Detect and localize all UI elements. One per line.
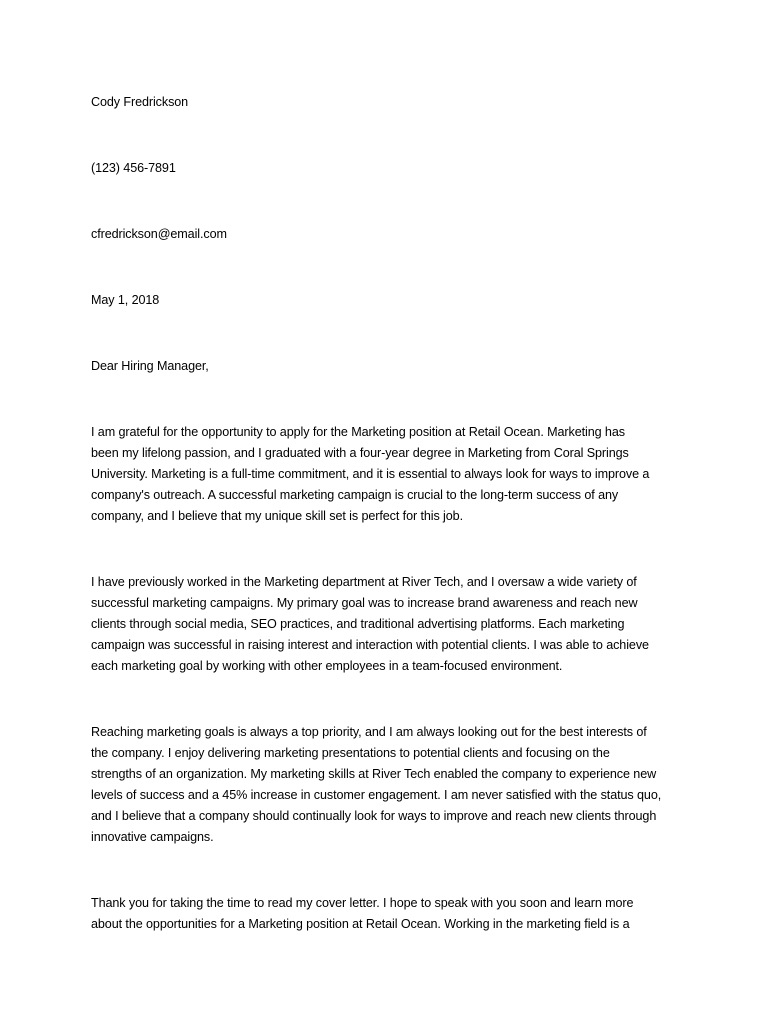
paragraph-2 — [91, 572, 691, 677]
paragraph-line: Reaching marketing goals is always a top priority, and I am always looking out for the best interests of — [91, 725, 647, 739]
sender-phone: (123) 456-7891 — [91, 161, 176, 175]
paragraph-line: company's outreach. A successful marketing campaign is crucial to the long-term success of any — [91, 488, 619, 502]
paragraph-line: been my lifelong passion, and I graduated with a four-year degree in Marketing from Coral Springs — [91, 446, 629, 460]
paragraph-line: campaign was successful in raising interest and interaction with potential clients. I was able to achieve — [91, 638, 649, 652]
paragraph-line: and I believe that a company should continually look for ways to improve and reach new clients through — [91, 809, 657, 823]
paragraph-1 — [91, 422, 691, 527]
paragraph-line: levels of success and a 45% increase in customer engagement. I am never satisfied with the status quo, — [91, 788, 662, 802]
paragraph-line: innovative campaigns. — [91, 830, 214, 844]
letter-date: May 1, 2018 — [91, 293, 160, 307]
paragraph-4 — [91, 893, 691, 935]
paragraph-line: each marketing goal by working with other employees in a team-focused environment. — [91, 659, 563, 673]
cover-letter — [91, 92, 691, 980]
paragraph-3 — [91, 722, 691, 848]
paragraph-line: company, and I believe that my unique skill set is perfect for this job. — [91, 509, 463, 523]
sender-name: Cody Fredrickson — [91, 95, 189, 109]
paragraph-line: the company. I enjoy delivering marketing presentations to potential clients and focusing on the — [91, 746, 610, 760]
sender-email: cfredrickson@email.com — [91, 227, 227, 241]
paragraph-line: Thank you for taking the time to read my cover letter. I hope to speak with you soon and learn more — [91, 896, 634, 910]
paragraph-line: clients through social media, SEO practices, and traditional advertising platforms. Each marketing — [91, 617, 625, 631]
paragraph-line: I am grateful for the opportunity to apply for the Marketing position at Retail Ocean. Marketing has — [91, 425, 625, 439]
paragraph-line: I have previously worked in the Marketing department at River Tech, and I oversaw a wide variety of — [91, 575, 637, 589]
paragraph-line: about the opportunities for a Marketing position at Retail Ocean. Working in the marketing field is a — [91, 917, 630, 931]
paragraph-line: University. Marketing is a full-time commitment, and it is essential to always look for ways to improve a — [91, 467, 650, 481]
paragraph-line: successful marketing campaigns. My primary goal was to increase brand awareness and reach new — [91, 596, 638, 610]
salutation: Dear Hiring Manager, — [91, 359, 209, 373]
paragraph-line: strengths of an organization. My marketing skills at River Tech enabled the company to experience new — [91, 767, 657, 781]
